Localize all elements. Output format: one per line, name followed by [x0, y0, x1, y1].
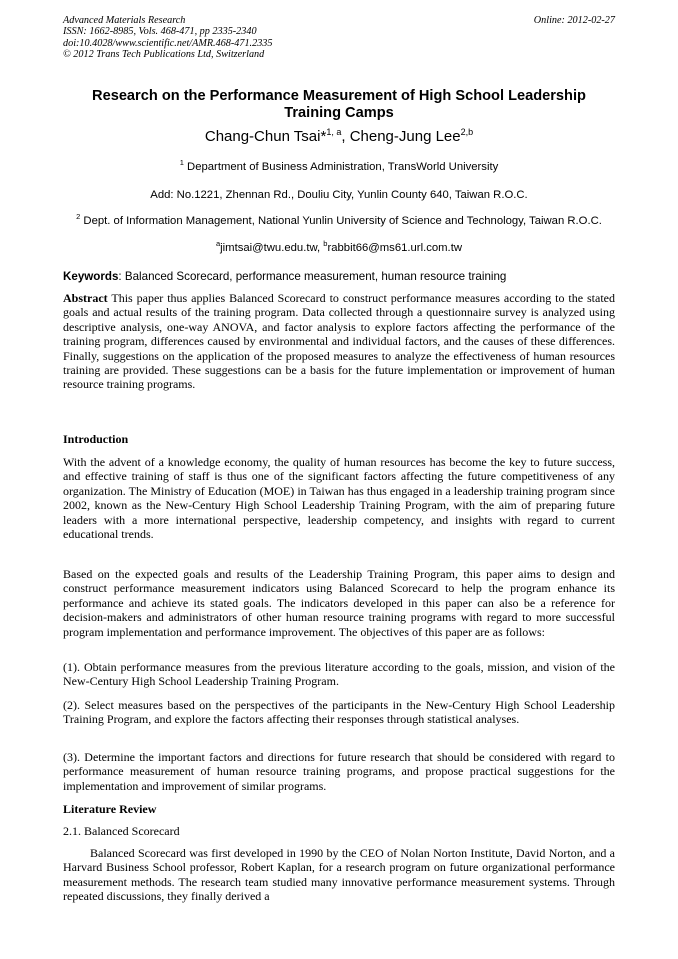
- email-a[interactable]: jimtsai@twu.edu.tw,: [220, 242, 324, 254]
- abstract-text: This paper thus applies Balanced Scorecard to construct performance measures according to the stated goals and actual results of the training program. Data collected through a questionnaire survey is analyzed using descriptive analysis, one-way ANOVA, and factor analysis to explore factors affecting the performance of the training program, differences caused by environmental and individual factors, and the causes of these differences. Finally, suggestions on the application of the proposed measures to analyze the effectiveness of human resources training are provided. These suggestions can be a basis for the future implementation or improvement of human resource training programs.: [63, 291, 615, 392]
- author-2-affiliation-mark: 2,b: [460, 127, 474, 137]
- objective-1: (1). Obtain performance measures from the previous literature according to the goals, mission, and vision of the New-Century High School Leadership Training Program.: [63, 660, 615, 689]
- author-separator: ,: [341, 128, 350, 145]
- affiliation-2-mark: 2: [76, 212, 81, 221]
- affiliation-1-text: Department of Business Administration, TransWorld University: [187, 161, 499, 173]
- affiliation-1-mark: 1: [179, 158, 184, 167]
- email-b-mark: b: [323, 239, 328, 248]
- email-b[interactable]: rabbit66@ms61.url.com.tw: [327, 242, 462, 254]
- keywords: [63, 270, 615, 284]
- doi-line[interactable]: doi:10.4028/www.scientific.net/AMR.468-471.2335: [63, 37, 273, 49]
- author-2-name: Cheng-Jung Lee: [349, 128, 461, 145]
- copyright-line: © 2012 Trans Tech Publications Ltd, Switzerland: [63, 49, 265, 61]
- literature-review-heading: Literature Review: [63, 802, 157, 816]
- author-list: [40, 128, 638, 146]
- affiliation-2-text: Dept. of Information Management, National Yunlin University of Science and Technology, Taiwan R.O.C.: [83, 215, 602, 227]
- author-1-affiliation-mark: 1, a: [326, 127, 342, 137]
- affiliation-1: [30, 160, 648, 174]
- journal-name: Advanced Materials Research: [63, 15, 186, 26]
- abstract-label: Abstract: [63, 291, 108, 305]
- title-line-1: Research on the Performance Measurement of High School Leadership: [92, 88, 586, 104]
- keywords-text: : Balanced Scorecard, performance measurement, human resource training: [118, 270, 507, 283]
- journal-header: [63, 15, 615, 61]
- title-line-2: Training Camps: [284, 104, 394, 121]
- keywords-label: Keywords: [63, 270, 119, 283]
- author-1-name: Chang-Chun Tsai*: [204, 128, 327, 145]
- objective-3: (3). Determine the important factors and directions for future research that should be considered with regard to performance measurement of human resource training programs, and propose practical suggestions for the implementation and improvement of similar programs.: [63, 750, 615, 793]
- literature-paragraph-1: Balanced Scorecard was first developed in 1990 by the CEO of Nolan Norton Institute, David Norton, and a Harvard Business School professor, Robert Kaplan, for a research program on future organizational performance measurement methods. The research team studied many innovative performance measurement systems. Through repeated discussions, they finally derived a: [63, 846, 615, 904]
- online-date: Online: 2012-02-27: [533, 15, 615, 26]
- abstract: [63, 291, 615, 392]
- email-a-mark: a: [215, 239, 221, 248]
- issn-line: ISSN: 1662-8985, Vols. 468-471, pp 2335-2340: [63, 26, 257, 38]
- introduction-paragraph-2: Based on the expected goals and results of the Leadership Training Program, this paper aims to design and construct performance measurement indicators using Balanced Scorecard to help the program enhance its performance and achieve its stated goals. The indicators developed in this paper can also be a reference for decision-makers and administrators of other human resource training programs with regard to more successful program implementation and performance improvement. The objectives of this paper are as follows:: [63, 567, 615, 639]
- author-emails: [30, 241, 648, 255]
- affiliation-2: [30, 214, 648, 228]
- objective-2: (2). Select measures based on the perspectives of the participants in the New-Century High School Leadership Training Program, and explore the factors affecting their responses through statistical analyses.: [63, 698, 615, 727]
- balanced-scorecard-subheading: 2.1. Balanced Scorecard: [63, 824, 180, 838]
- affiliation-address: Add: No.1221, Zhennan Rd., Douliu City, Yunlin County 640, Taiwan R.O.C.: [150, 189, 528, 201]
- introduction-paragraph-1: With the advent of a knowledge economy, the quality of human resources has become the key to future success, and effective training of staff is thus one of the significant factors affecting the future competitiveness of any organization. The Ministry of Education (MOE) in Taiwan has thus engaged in a leadership training program since 2002, known as the New-Century High School Leadership Training Program, with the aim of preparing future leaders with a more international perspective, leadership competency, and insights with regard to current educational trends.: [63, 455, 615, 542]
- paper-title: [40, 88, 638, 121]
- introduction-heading: Introduction: [63, 432, 129, 446]
